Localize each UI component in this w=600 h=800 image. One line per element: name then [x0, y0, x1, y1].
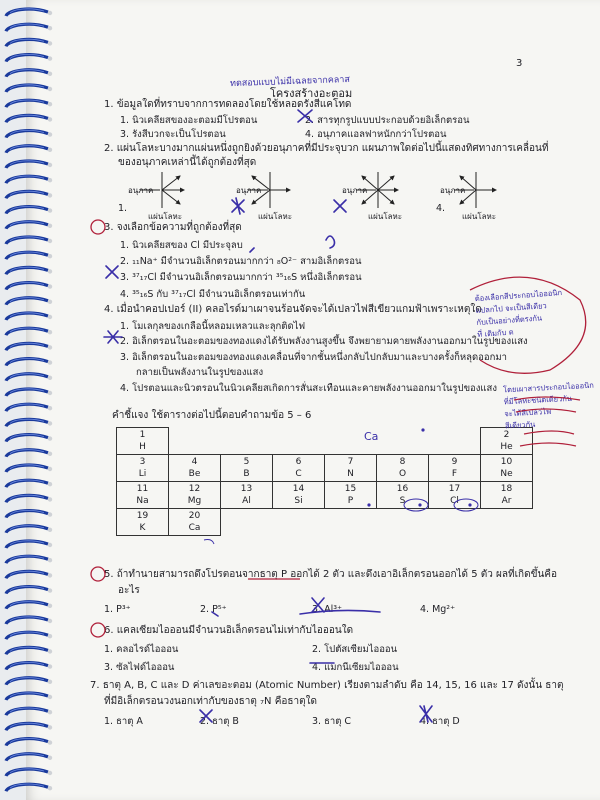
binding-hole: [48, 634, 52, 638]
binding-hole: [48, 239, 52, 243]
q5-option-3: 3. Al³⁺: [312, 604, 343, 615]
q7-option-3: 3. ธาตุ C: [312, 716, 352, 727]
element-cell: [481, 455, 533, 482]
binding-hole: [48, 588, 52, 592]
binding-hole: [48, 117, 52, 121]
diagram-2-particle-label: อนุภาค: [236, 186, 262, 195]
element-cell: [221, 482, 273, 509]
q3-option-4: 4. ³⁵₁₆S กับ ³⁷₁₇Cl มีจำนวนอิเล็กตรอนเท่ากัน: [120, 289, 306, 300]
q1-option-1: 1. นิวเคลียสของอะตอมมีโปรตอน: [120, 115, 258, 126]
binding-hole: [48, 26, 52, 30]
binding-hole: [48, 695, 52, 699]
binding-hole: [48, 649, 52, 653]
atomic-number: 7: [347, 457, 354, 467]
element-symbol: Na: [136, 496, 149, 506]
binding-hole: [48, 619, 52, 623]
question-7-line-2: ที่มีอิเล็กตรอนวงนอกเท่ากับของธาตุ ₇N คือธาตุใด: [104, 696, 317, 707]
binding-hole: [48, 330, 52, 334]
binding-hole: [48, 482, 52, 486]
q6-option-1: 1. คลอไรด์ไอออน: [104, 644, 179, 655]
element-cell: [325, 482, 377, 509]
q5-option-2: 2. P⁵⁺: [200, 604, 227, 615]
binding-hole: [48, 254, 52, 258]
element-symbol: N: [347, 469, 354, 479]
q6-option-2: 2. โปตัสเซียมไอออน: [312, 644, 398, 655]
diagram-1-number: 1.: [118, 203, 128, 214]
binding-hole: [48, 497, 52, 501]
atomic-number: 5: [243, 457, 250, 467]
binding-hole: [48, 269, 52, 273]
question-2-line-1: 2. แผ่นโลหะบางมากแผ่นหนึ่งถูกยิงด้วยอนุภาคที่มีประจุบวก แผนภาพใดต่อไปนี้แสดงทิศทางการเคลื่อนที่: [104, 143, 549, 154]
binding-hole: [48, 528, 52, 532]
diagram-1-particle-label: อนุภาค: [128, 186, 154, 195]
page-number: 3: [516, 58, 523, 69]
question-5-line-2: อะไร: [118, 585, 140, 596]
table-instruction: คำชี้แจง ใช้ตารางต่อไปนี้ตอบคำถามข้อ 5 – 6: [112, 410, 312, 421]
diagram-3-sheet-label: แผ่นโลหะ: [368, 212, 403, 221]
q4-option-4: 4. โปรตอนและนิวตรอนในนิวเคลียสเกิดการสั่นสะเทือนและคายพลังงานออกมาในรูปของแสง: [120, 383, 497, 394]
element-symbol: O: [398, 469, 407, 479]
empty-cell: [169, 428, 221, 455]
diagram-4-particle-label: อนุภาค: [440, 186, 466, 195]
element-symbol: B: [243, 469, 250, 479]
atomic-number: 19: [136, 511, 149, 521]
empty-cell: [325, 428, 377, 455]
q1-option-2: 2. สารทุกรูปแบบประกอบด้วยอิเล็กตรอน: [305, 115, 470, 126]
binding-hole: [48, 771, 52, 775]
binding-hole: [48, 102, 52, 106]
empty-cell: [429, 509, 481, 536]
handwritten-header-note: ทดสอบแบบไม่มีเฉลยจากคลาส: [229, 74, 351, 90]
binding-hole: [48, 664, 52, 668]
q4-option-3-line-2: กลายเป็นพลังงานในรูปของแสง: [136, 367, 264, 378]
element-cell: [117, 509, 169, 536]
element-cell: [429, 482, 481, 509]
question-4: 4. เมื่อนำคอปเปอร์ (II) คลอไรด์มาเผาจนร้อนจัดจะได้เปลวไฟสีเขียวแกมฟ้าเพราะเหตุใด: [104, 304, 482, 315]
element-symbol: S: [399, 496, 406, 506]
q7-option-2: 2. ธาตุ B: [200, 716, 239, 727]
binding-hole: [48, 558, 52, 562]
handwritten-ca: Ca: [364, 430, 379, 443]
atomic-number: 20: [188, 511, 201, 521]
element-symbol: K: [139, 523, 146, 533]
question-6: 6. แคลเซียมไอออนมีจำนวนอิเล็กตรอนไม่เท่ากับไอออนใด: [104, 625, 354, 636]
binding-hole: [48, 376, 52, 380]
empty-cell: [377, 509, 429, 536]
empty-cell: [221, 428, 273, 455]
q7-option-1: 1. ธาตุ A: [104, 716, 143, 727]
element-symbol: Li: [138, 469, 147, 479]
binding-hole: [48, 391, 52, 395]
binding-hole: [48, 224, 52, 228]
atomic-number: 11: [136, 484, 149, 494]
element-symbol: He: [500, 442, 513, 452]
binding-hole: [48, 72, 52, 76]
q1-option-4: 4. อนุภาคแอลฟาหนักกว่าโปรตอน: [305, 129, 447, 140]
atomic-number: 2: [503, 430, 510, 440]
empty-cell: [325, 509, 377, 536]
binding-hole: [48, 680, 52, 684]
periodic-table: [116, 427, 533, 536]
atomic-number: 12: [188, 484, 201, 494]
element-cell: [481, 482, 533, 509]
empty-cell: [273, 509, 325, 536]
diagram-2-sheet-label: แผ่นโลหะ: [258, 212, 293, 221]
binding-hole: [48, 41, 52, 45]
page-title: โครงสร้างอะตอม: [270, 87, 353, 100]
element-symbol: Ca: [188, 523, 201, 533]
element-symbol: H: [139, 442, 146, 452]
binding-hole: [48, 345, 52, 349]
binding-hole: [48, 87, 52, 91]
atomic-number: 3: [139, 457, 146, 467]
q3-option-3: 3. ³⁷₁₇Cl มีจำนวนอิเล็กตรอนมากกว่า ³⁵₁₆S หนึ่งอิเล็กตรอน: [120, 272, 362, 283]
binding-hole: [48, 740, 52, 744]
q5-option-1: 1. P³⁺: [104, 604, 131, 615]
q7-option-4: 4. ธาตุ D: [420, 716, 460, 727]
handwritten-side-note-1: ต้องเลือกสีประกอบไอออนิก แปลกไป จะเป็นสีเดียว กับเป็นอย่างที่ตรงกัน ที่ เดิมกับ ต: [474, 288, 563, 339]
binding-hole: [48, 436, 52, 440]
atomic-number: 14: [292, 484, 305, 494]
element-cell: [169, 455, 221, 482]
element-symbol: Ar: [501, 496, 512, 506]
empty-cell: [429, 428, 481, 455]
element-cell: [221, 455, 273, 482]
element-cell: [169, 509, 221, 536]
binding-hole: [48, 56, 52, 60]
question-1: 1. ข้อมูลใดที่ทราบจากการทดลองโดยใช้หลอดรังสีแคโทด: [104, 99, 352, 110]
atomic-number: 8: [399, 457, 406, 467]
element-cell: [273, 482, 325, 509]
atomic-number: 13: [240, 484, 253, 494]
atomic-number: 1: [139, 430, 146, 440]
binding-hole: [48, 756, 52, 760]
binding-hole: [48, 467, 52, 471]
empty-cell: [481, 509, 533, 536]
atomic-number: 18: [500, 484, 513, 494]
binding-hole: [48, 178, 52, 182]
atomic-number: 4: [191, 457, 198, 467]
q5-option-4: 4. Mg²⁺: [420, 604, 456, 615]
element-symbol: Mg: [187, 496, 202, 506]
binding-hole: [48, 148, 52, 152]
element-cell: [273, 455, 325, 482]
periodic-table-row: [117, 428, 533, 455]
binding-hole: [48, 452, 52, 456]
question-5-line-1: 5. ถ้าทำนายสามารถดึงโปรตอนจากธาตุ P ออกได้ 2 ตัว และดึงเอาอิเล็กตรอนออกได้ 5 ตัว ผลที่เกิดขึ้นคือ: [104, 569, 557, 580]
binding-hole: [48, 573, 52, 577]
question-7-line-1: 7. ธาตุ A, B, C และ D ค่าเลขอะตอม (Atomic Number) เรียงตามลำดับ คือ 14, 15, 16 และ 17 ดังนั้น ธาตุ: [90, 680, 564, 691]
atomic-number: 16: [396, 484, 409, 494]
q6-option-3: 3. ซัลไฟด์ไอออน: [104, 662, 175, 673]
element-symbol: Al: [242, 496, 251, 506]
binding-hole: [48, 132, 52, 136]
binding-hole: [48, 421, 52, 425]
q6-option-4: 4. แมกนีเซียมไอออน: [312, 662, 399, 673]
element-cell: [429, 455, 481, 482]
spiral-binding: [0, 0, 60, 800]
binding-hole: [48, 710, 52, 714]
binding-hole: [48, 360, 52, 364]
question-2-line-2: ของอนุภาคเหล่านี้ได้ถูกต้องที่สุด: [118, 157, 257, 168]
diagram-4-sheet-label: แผ่นโลหะ: [462, 212, 497, 221]
periodic-table-row: [117, 509, 533, 536]
q1-option-3: 3. รังสีบวกจะเป็นโปรตอน: [120, 129, 226, 140]
element-cell: [377, 482, 429, 509]
binding-hole: [48, 543, 52, 547]
atomic-number: 9: [451, 457, 458, 467]
element-cell: [117, 428, 169, 455]
atomic-number: 10: [500, 457, 513, 467]
element-cell: [325, 455, 377, 482]
atomic-number: 15: [344, 484, 357, 494]
diagram-4-number: 4.: [436, 203, 446, 214]
element-cell: [377, 455, 429, 482]
q4-option-1: 1. โมเลกุลของเกลือนี้หลอมเหลวและลุกติดไฟ: [120, 321, 306, 332]
binding-hole: [48, 725, 52, 729]
binding-hole: [48, 786, 52, 790]
atomic-number: 17: [448, 484, 461, 494]
handwritten-side-note-2: โดยเผาสารประกอบไอออนิก ที่มีโลหะชนิดเดียวกัน จะได้สีเปลวไฟ สีเดียวกัน: [502, 380, 595, 431]
periodic-table-row: [117, 455, 533, 482]
atomic-number: 6: [295, 457, 302, 467]
element-cell: [169, 482, 221, 509]
q4-option-3-line-1: 3. อิเล็กตรอนในอะตอมของทองแดงเคลื่อนที่จากชั้นหนึ่งกลับไปกลับมาและบางครั้งก็หลุดออกมา: [120, 352, 507, 363]
binding-hole: [48, 284, 52, 288]
binding-hole: [48, 300, 52, 304]
binding-hole: [48, 208, 52, 212]
empty-cell: [377, 428, 429, 455]
empty-cell: [273, 428, 325, 455]
diagram-3-particle-label: อนุภาค: [342, 186, 368, 195]
empty-cell: [221, 509, 273, 536]
q3-option-1: 1. นิวเคลียสของ Cl มีประจุลบ: [120, 240, 243, 251]
element-cell: [117, 482, 169, 509]
binding-hole: [48, 604, 52, 608]
binding-hole: [48, 193, 52, 197]
element-cell: [117, 455, 169, 482]
binding-hole: [48, 163, 52, 167]
question-3: 3. จงเลือกข้อความที่ถูกต้องที่สุด: [104, 222, 242, 233]
binding-hole: [48, 406, 52, 410]
binding-hole: [48, 315, 52, 319]
element-symbol: P: [347, 496, 354, 506]
element-symbol: Ne: [500, 469, 513, 479]
diagram-1-sheet-label: แผ่นโลหะ: [148, 212, 183, 221]
element-symbol: Be: [188, 469, 201, 479]
element-symbol: F: [451, 469, 458, 479]
element-symbol: C: [295, 469, 302, 479]
element-symbol: Si: [294, 496, 303, 506]
element-symbol: Cl: [450, 496, 459, 506]
binding-hole: [48, 11, 52, 15]
periodic-table-row: [117, 482, 533, 509]
binding-hole: [48, 512, 52, 516]
q4-option-2: 2. อิเล็กตรอนในอะตอมของทองแดงได้รับพลังงานสูงขึ้น จึงพยายามคายพลังงานออกมาในรูปของแสง: [120, 336, 528, 347]
q3-option-2: 2. ₁₁Na⁺ มีจำนวนอิเล็กตรอนมากกว่า ₈O²⁻ สามอิเล็กตรอน: [120, 256, 362, 267]
